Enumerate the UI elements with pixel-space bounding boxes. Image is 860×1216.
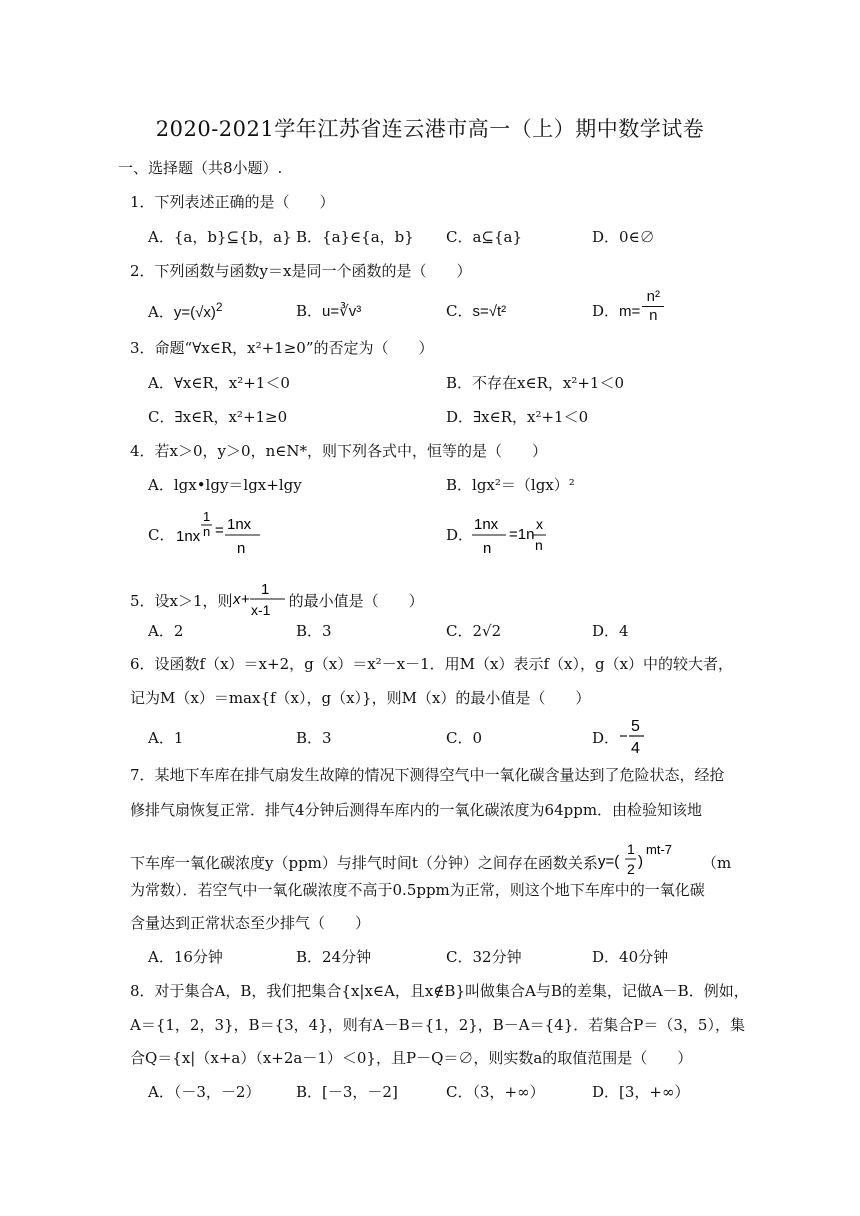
question-4-option-c-label: C． bbox=[148, 526, 175, 544]
question-7-line-3-pre: 下车库一氧化碳浓度y（ppm）与排气时间t（分钟）之间存在函数关系 bbox=[130, 854, 598, 872]
svg-text:1: 1 bbox=[626, 842, 635, 857]
svg-text:1: 1 bbox=[260, 581, 269, 598]
svg-text:n: n bbox=[535, 537, 543, 553]
question-3-option-b: B．不存在x∈R，x²+1＜0 bbox=[446, 374, 625, 392]
question-2-option-a bbox=[148, 300, 223, 322]
question-6-option-d-denominator: 4 bbox=[631, 740, 640, 757]
question-1-option-d: D．0∈∅ bbox=[592, 228, 655, 246]
question-6-option-b: B．3 bbox=[296, 729, 332, 747]
question-1-option-a: A．{a，b}⊆{b，a} bbox=[148, 228, 292, 246]
svg-text:=: = bbox=[215, 522, 224, 539]
question-2-option-d bbox=[592, 288, 664, 325]
question-2-option-d-fraction bbox=[642, 288, 664, 325]
question-2-option-c bbox=[446, 300, 506, 321]
question-6-option-d-label: D． bbox=[592, 729, 620, 747]
question-5-stem-post: 的最小值是（ ） bbox=[288, 592, 424, 610]
svg-text:y=(: y=( bbox=[597, 853, 620, 870]
question-3-option-a: A．∀x∈R，x²+1＜0 bbox=[148, 374, 290, 392]
question-2-option-d-denominator: n bbox=[649, 307, 658, 324]
question-2-option-b-label: B． bbox=[296, 302, 323, 320]
svg-text:2: 2 bbox=[626, 861, 635, 877]
question-4-option-d-formula bbox=[472, 505, 562, 559]
svg-text:x: x bbox=[232, 591, 241, 608]
question-7-option-c: C．32分钟 bbox=[446, 948, 522, 966]
question-2-option-d-lhs: m= bbox=[619, 303, 641, 320]
question-2-option-c-expr: s=√t² bbox=[472, 303, 507, 320]
svg-text:+: + bbox=[240, 591, 250, 608]
question-5-option-a: A．2 bbox=[148, 622, 184, 640]
question-2-option-b bbox=[296, 300, 361, 321]
question-7-line-3-post: （m bbox=[701, 854, 732, 872]
question-7-option-d: D．40分钟 bbox=[592, 948, 669, 966]
question-2-option-a-label: A． bbox=[148, 303, 174, 321]
question-7-line-5: 含量达到正常状态至少排气（ ） bbox=[130, 914, 371, 932]
question-7-line-2: 修排气扇恢复正常．排气4分钟后测得车库内的一氧化碳浓度为64ppm．由检验知该地 bbox=[130, 801, 703, 819]
question-2-option-a-expr: y=(√x) bbox=[173, 304, 216, 321]
question-8-option-d: D．[3，+∞） bbox=[592, 1083, 690, 1101]
svg-text:n: n bbox=[237, 540, 246, 557]
question-5-option-b: B．3 bbox=[296, 622, 332, 640]
question-6-option-d-value bbox=[620, 714, 650, 758]
question-7-option-a: A．16分钟 bbox=[148, 948, 223, 966]
question-2-option-d-numerator: n² bbox=[646, 288, 660, 305]
svg-text:x-1: x-1 bbox=[250, 602, 271, 618]
question-1-option-b: B．{a}∈{a，b} bbox=[296, 228, 414, 246]
question-3-stem: 3．命题“∀x∈R，x²+1≥0”的否定为（ ） bbox=[130, 339, 434, 357]
question-8-line-3: 合Q＝{x|（x+a）（x+2a－1）＜0}，且P－Q＝∅，则实数a的取值范围是（ ） bbox=[130, 1049, 693, 1067]
question-2-option-d-label: D． bbox=[592, 302, 620, 320]
question-5-expression bbox=[233, 580, 289, 620]
question-6-option-c: C．0 bbox=[446, 729, 483, 747]
question-7-line-4: 为常数）．若空气中一氧化碳浓度不高于0.5ppm为正常，则这个地下车库中的一氧化碳 bbox=[130, 881, 705, 899]
question-4-stem: 4．若x＞0，y＞0，n∈N*，则下列各式中，恒等的是（ ） bbox=[130, 442, 547, 460]
svg-text:n: n bbox=[203, 524, 211, 539]
page-title: 2020-2021学年江苏省连云港市高一（上）期中数学试卷 bbox=[155, 117, 705, 141]
question-5-option-d: D．4 bbox=[592, 622, 629, 640]
question-5-option-c: C．2√2 bbox=[446, 622, 502, 640]
question-2-option-c-label: C． bbox=[446, 302, 473, 320]
question-6-option-d-numerator: 5 bbox=[631, 718, 640, 735]
svg-text:): ) bbox=[637, 853, 643, 870]
question-4-option-d-label: D． bbox=[446, 526, 474, 544]
question-8-line-2: A＝{1，2，3}，B＝{3，4}，则有A－B＝{1，2}，B－A＝{4}．若集合P＝（3，5），集 bbox=[130, 1016, 745, 1034]
section-heading: 一、选择题（共8小题）. bbox=[118, 159, 283, 177]
svg-text:=1n: =1n bbox=[509, 526, 535, 543]
question-7-line-1: 7．某地下车库在排气扇发生故障的情况下测得空气中一氧化碳含量达到了危险状态，经抢 bbox=[130, 766, 725, 784]
question-2-option-a-exponent: 2 bbox=[215, 300, 223, 314]
question-2-option-b-expr: u=∛v³ bbox=[322, 303, 362, 320]
question-6-line-1: 6．设函数f（x）＝x+2，g（x）＝x²－x－1．用M（x）表示f（x），g（x）中的较大者， bbox=[130, 655, 734, 673]
svg-text:mt-7: mt-7 bbox=[645, 842, 672, 857]
question-2-stem: 2．下列函数与函数y＝x是同一个函数的是（ ） bbox=[130, 262, 472, 280]
svg-text:1nx: 1nx bbox=[227, 516, 252, 533]
svg-text:1nx: 1nx bbox=[176, 528, 201, 545]
question-7-option-b: B．24分钟 bbox=[296, 948, 372, 966]
question-1-option-c: C．a⊆{a} bbox=[446, 228, 523, 246]
svg-text:1nx: 1nx bbox=[474, 516, 499, 533]
question-4-option-b: B．lgx²＝（lgx）² bbox=[446, 476, 575, 494]
question-3-option-c: C．∃x∈R，x²+1≥0 bbox=[148, 408, 288, 426]
question-1-stem: 1．下列表述正确的是（ ） bbox=[130, 193, 335, 211]
question-5-stem-pre: 5．设x＞1，则 bbox=[130, 592, 233, 610]
question-4-option-a: A．lgx•lgy＝lgx+lgy bbox=[148, 476, 302, 494]
question-3-option-d: D．∃x∈R，x²+1＜0 bbox=[446, 408, 589, 426]
svg-text:n: n bbox=[483, 540, 492, 557]
question-6-option-a: A．1 bbox=[148, 729, 184, 747]
question-8-option-a: A．（－3，－2） bbox=[148, 1083, 261, 1101]
question-8-line-1: 8．对于集合A，B，我们把集合{x|x∈A，且x∉B}叫做集合A与B的差集，记做A－B．例如， bbox=[130, 982, 749, 1000]
question-8-option-c: C．（3，+∞） bbox=[446, 1083, 545, 1101]
question-5-stem bbox=[130, 580, 424, 620]
question-6-line-2: 记为M（x）＝max{f（x），g（x）}，则M（x）的最小值是（ ） bbox=[130, 689, 591, 707]
svg-text:1: 1 bbox=[203, 509, 211, 524]
svg-text:x: x bbox=[536, 516, 543, 532]
question-8-option-b: B．[－3，－2] bbox=[296, 1083, 398, 1101]
question-4-option-c-formula bbox=[170, 505, 270, 559]
